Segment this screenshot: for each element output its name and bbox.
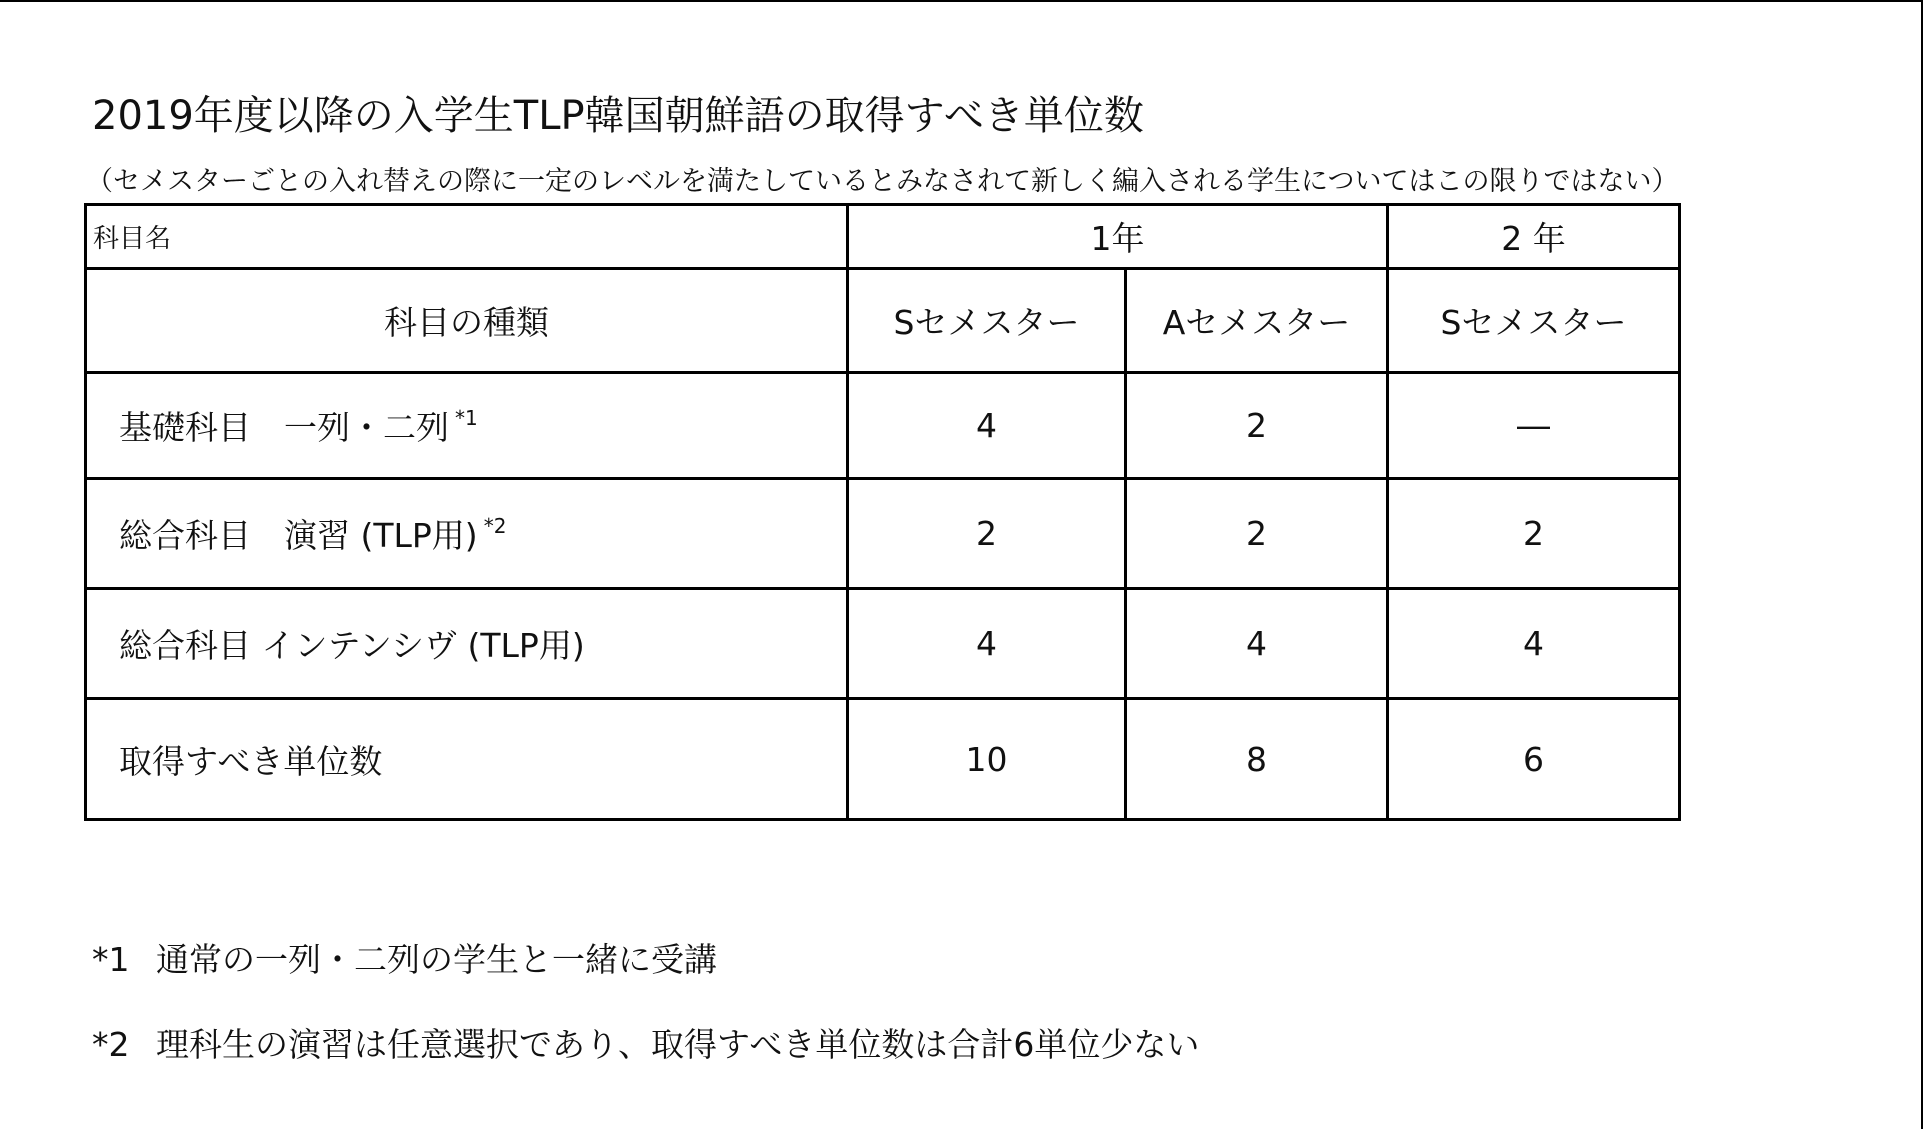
row-label [86,373,848,479]
credit-cell: ― [1388,373,1680,479]
credit-cell: 4 [1388,589,1680,699]
footnote-number: *2 [92,1025,130,1064]
total-cell: 6 [1388,699,1680,820]
footnote-mark: *1 [455,406,478,430]
footnote-text: 通常の一列・二列の学生と一緒に受講 [156,940,717,979]
frame-top-border [0,0,1923,2]
row-label [86,699,848,820]
semester-header: Aセメスター [1126,269,1388,373]
year1-header: 1年 [848,205,1388,269]
table-row [86,479,1680,589]
footnote [92,1019,1199,1066]
page-subtitle: （セメスターごとの入れ替えの際に一定のレベルを満たしているとみなされて新しく編入される学生についてはこの限りではない） [86,166,1679,197]
credit-cell: 2 [848,479,1126,589]
credits-table [84,203,1681,821]
row-label [86,479,848,589]
year-header-row [86,205,1680,269]
credit-cell: 2 [1126,479,1388,589]
subject-type-header: 科目の種類 [86,269,848,373]
subject-name-label: 科目名 [86,205,848,269]
total-cell: 10 [848,699,1126,820]
semester-header: Sセメスター [848,269,1126,373]
credit-cell: 4 [1126,589,1388,699]
footnote-mark: *2 [483,514,507,538]
credit-cell: 2 [1126,373,1388,479]
semester-header: Sセメスター [1388,269,1680,373]
row-label-text: 総合科目 インテンシヴ (TLP用) [119,626,585,665]
total-row [86,699,1680,820]
row-label-text: 総合科目 演習 (TLP用) [119,516,478,555]
row-label-text: 基礎科目 一列・二列 [119,408,449,447]
credit-cell: 4 [848,589,1126,699]
credit-cell: 2 [1388,479,1680,589]
table-row [86,589,1680,699]
footnote-number: *1 [92,940,130,979]
table-row [86,373,1680,479]
semester-header-row [86,269,1680,373]
credit-cell: 4 [848,373,1126,479]
year2-header: 2 年 [1388,205,1680,269]
row-label-text: 取得すべき単位数 [119,741,383,781]
row-label [86,589,848,699]
footnote [92,934,717,981]
total-cell: 8 [1126,699,1388,820]
footnote-text: 理科生の演習は任意選択であり、取得すべき単位数は合計6単位少ない [156,1025,1200,1064]
page-title: 2019年度以降の入学生TLP韓国朝鮮語の取得すべき単位数 [92,93,1144,139]
